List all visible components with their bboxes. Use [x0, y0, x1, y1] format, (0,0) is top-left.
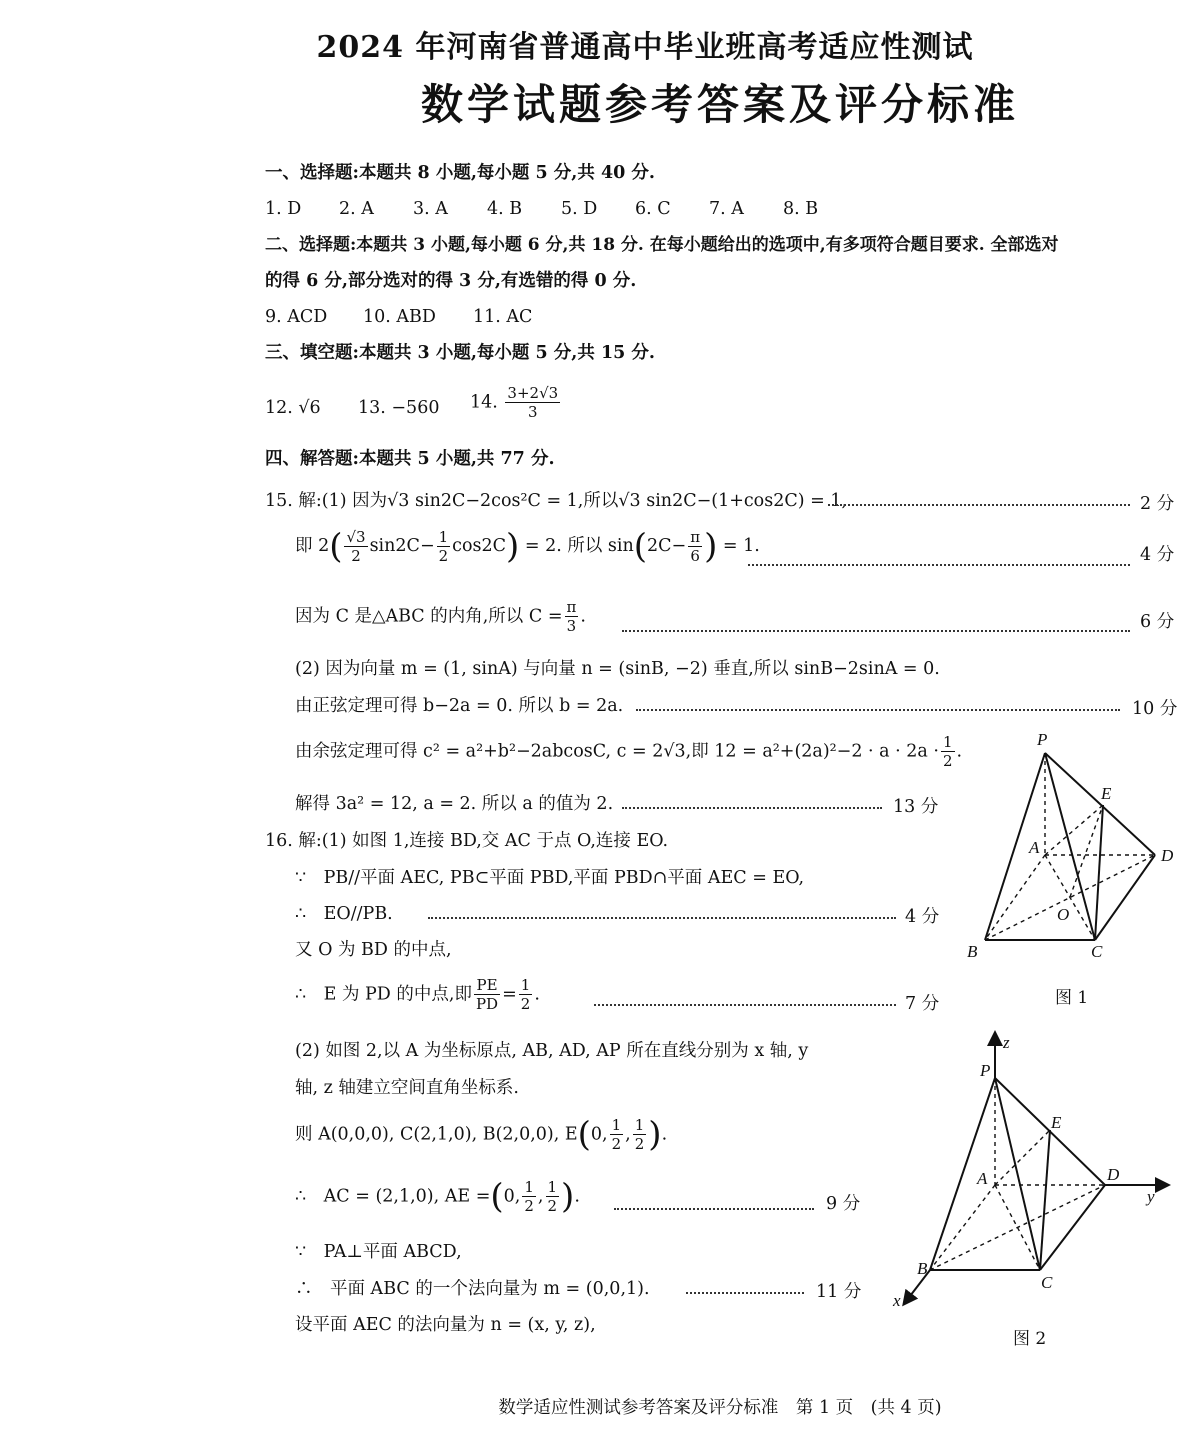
fig1-label-b: B: [967, 942, 978, 961]
fraction-denominator: 3: [566, 617, 577, 635]
fraction-numerator: π: [690, 528, 701, 546]
leader-dots: [748, 564, 1130, 566]
q16-line-4: 又 O 为 BD 的中点,: [295, 940, 452, 960]
fraction-denominator: PD: [475, 995, 499, 1013]
fraction: [941, 733, 955, 770]
fraction: [344, 528, 367, 565]
leader-dots: [614, 1208, 814, 1210]
q16-line-9: ∴ AC = (2,1,0), AE =(0, $\frac{1}{2}$ , $\frac{1}{2}$ ).: [295, 1176, 580, 1217]
fig2-label-d: D: [1107, 1165, 1120, 1184]
text: 由余弦定理可得 c² = a²+b²−2abcosC, c = 2√3,即 12 = a²+(2a)²−2 · a · 2a ·: [295, 741, 939, 762]
page-footer: 数学适应性测试参考答案及评分标准 第 1 页 (共 4 页): [498, 1398, 942, 1418]
text: 0,: [590, 1124, 608, 1145]
paren-close: ): [704, 526, 718, 567]
paren-open: (: [577, 1114, 591, 1155]
paren-close: ): [506, 526, 520, 567]
q16-line-6: (2) 如图 2,以 A 为坐标原点, AB, AD, AP 所在直线分别为 x 轴, y: [295, 1041, 809, 1061]
fraction-denominator: 2: [942, 752, 953, 770]
q15-line-6: 由余弦定理可得 c² = a²+b²−2abcosC, c = 2√3,即 12 = a²+(2a)²−2 · a · 2a · $\frac{1}{2}$ .: [295, 733, 963, 770]
fraction-numerator: 3+2√3: [507, 384, 559, 402]
q16-score-3: 9 分: [826, 1194, 861, 1214]
fraction-numerator: 1: [942, 733, 953, 751]
fig2-label-p: P: [980, 1061, 991, 1080]
q16-line-10: ∵ PA⊥平面 ABCD,: [295, 1242, 462, 1262]
q15-line-1: 15. 解:(1) 因为√3 sin2C−2cos²C = 1,所以√3 sin2C−(1+cos2C) = 1,: [265, 491, 848, 511]
fig1-label-a: A: [1029, 838, 1040, 857]
fraction-numerator: 1: [611, 1116, 622, 1134]
figure-2-coordinate-pyramid: [885, 1030, 1175, 1320]
q16-score-1: 4 分: [905, 907, 940, 927]
fraction: [633, 1116, 647, 1153]
q15-score-2: 4 分: [1140, 545, 1175, 565]
fraction-denominator: 2: [547, 1197, 558, 1215]
q16-line-12: 设平面 AEC 的法向量为 n = (x, y, z),: [295, 1315, 596, 1335]
fig2-label-y: y: [1147, 1187, 1155, 1206]
q16-line-11: ∴ 平面 ABC 的一个法向量为 m = (0,0,1).: [295, 1279, 650, 1299]
answer-5: 5. D: [561, 199, 598, 219]
fraction: [565, 598, 579, 635]
fig2-label-e: E: [1051, 1113, 1062, 1132]
figure-1-caption: 图 1: [1055, 988, 1089, 1008]
fraction: [688, 528, 702, 565]
text: sin2C−: [369, 536, 435, 556]
fraction: [610, 1116, 624, 1153]
text: =: [502, 984, 517, 1005]
fig1-label-e: E: [1101, 784, 1112, 803]
answer-3: 3. A: [413, 199, 448, 219]
leader-dots: [828, 504, 1130, 506]
fraction: [519, 976, 533, 1013]
fraction-denominator: 6: [690, 547, 700, 565]
fraction: [546, 1178, 560, 1215]
text: 2C−: [647, 536, 687, 556]
answer-4: 4. B: [487, 199, 523, 219]
fraction-numerator: 1: [634, 1116, 645, 1134]
q16-line-1: 16. 解:(1) 如图 1,连接 BD,交 AC 于点 O,连接 EO.: [265, 831, 669, 851]
q15-score-4: 10 分: [1132, 699, 1178, 719]
fig1-label-o: O: [1057, 905, 1070, 924]
document-title: 2024 年河南省普通高中毕业班高考适应性测试: [316, 30, 974, 65]
answer-11: 11. AC: [473, 307, 533, 327]
q15-line-3: 因为 C 是△ABC 的内角,所以 C = $\frac{\pi}{3}$ .: [295, 598, 586, 635]
fraction-denominator: 2: [634, 1135, 645, 1153]
text: 因为 C 是△ABC 的内角,所以 C =: [295, 606, 563, 627]
text: ∴ AC = (2,1,0), AE =: [295, 1186, 491, 1207]
q15-line-7: 解得 3a² = 12, a = 2. 所以 a 的值为 2.: [295, 794, 614, 814]
leader-dots: [594, 1004, 896, 1006]
q15-score-5: 13 分: [893, 797, 939, 817]
fraction-numerator: π: [566, 598, 577, 616]
text: = 1.: [722, 536, 760, 556]
figure-1-pyramid: [955, 725, 1185, 965]
q16-line-5: ∴ E 为 PD 的中点,即 $\frac{PE}{PD}$ = $\frac{1}{2}$ .: [295, 976, 540, 1013]
fraction-numerator: 1: [520, 976, 531, 994]
figure-2-caption: 图 2: [1013, 1329, 1047, 1349]
q15-score-3: 6 分: [1140, 612, 1175, 632]
answer-10: 10. ABD: [363, 307, 436, 327]
answer-14: [470, 384, 562, 421]
fig2-label-c: C: [1041, 1273, 1053, 1292]
fraction-denominator: 3: [528, 403, 538, 421]
answer-14-fraction: [505, 384, 560, 421]
q15-line-5: 由正弦定理可得 b−2a = 0. 所以 b = 2a.: [295, 696, 624, 716]
section-2-heading: 二、选择题:本题共 3 小题,每小题 6 分,共 18 分. 在每小题给出的选项中,有多项符合题目要求. 全部选对: [265, 235, 1059, 255]
leader-dots: [686, 1292, 804, 1294]
fraction-denominator: 2: [520, 995, 531, 1013]
answer-6: 6. C: [635, 199, 671, 219]
fig2-label-b: B: [917, 1259, 928, 1278]
q15-score-1: 2 分: [1140, 494, 1175, 514]
fraction-numerator: PE: [474, 976, 500, 995]
document-subtitle: 数学试题参考答案及评分标准: [420, 80, 1019, 129]
q15-line-2: [295, 528, 760, 565]
leader-dots: [622, 630, 1130, 632]
fig2-label-x: x: [893, 1291, 901, 1310]
fig1-label-d: D: [1161, 846, 1174, 865]
fraction-numerator: 1: [547, 1178, 558, 1196]
q16-score-4: 11 分: [816, 1282, 862, 1302]
fraction-denominator: 2: [524, 1197, 534, 1215]
paren-open: (: [633, 526, 648, 567]
answer-2: 2. A: [339, 199, 374, 219]
fig1-label-c: C: [1091, 942, 1103, 961]
section-4-heading: 四、解答题:本题共 5 小题,共 77 分.: [265, 449, 555, 469]
paren-close: ): [561, 1176, 575, 1217]
text: ∴ E 为 PD 的中点,即: [295, 984, 472, 1005]
answer-8: 8. B: [783, 199, 819, 219]
fraction-denominator: 2: [351, 547, 361, 565]
section-1-heading: 一、选择题:本题共 8 小题,每小题 5 分,共 40 分.: [265, 163, 655, 183]
section-3-heading: 三、填空题:本题共 3 小题,每小题 5 分,共 15 分.: [265, 343, 655, 363]
q16-line-3: ∴ EO//PB.: [295, 904, 393, 924]
text: cos2C: [452, 536, 507, 556]
fraction: [522, 1178, 536, 1215]
fraction-denominator: 2: [438, 547, 449, 565]
answer-12: 12. √6: [265, 398, 321, 418]
q16-line-8: 则 A(0,0,0), C(2,1,0), B(2,0,0), E(0, $\frac{1}{2}$ , $\frac{1}{2}$ ).: [295, 1114, 668, 1155]
text: 0,: [503, 1186, 521, 1207]
q16-line-2: ∵ PB//平面 AEC, PB⊂平面 PBD,平面 PBD∩平面 AEC = EO,: [295, 868, 805, 888]
text: 则 A(0,0,0), C(2,1,0), B(2,0,0), E: [295, 1124, 578, 1145]
leader-dots: [428, 917, 896, 919]
fig2-label-z: z: [1003, 1033, 1010, 1052]
fraction: [437, 528, 451, 565]
fraction-denominator: 2: [611, 1135, 622, 1153]
fraction-numerator: 1: [438, 528, 449, 546]
paren-close: ): [648, 1114, 662, 1155]
answer-14-label: 14.: [470, 392, 498, 413]
answer-7: 7. A: [709, 199, 744, 219]
fraction-numerator: 1: [524, 1178, 534, 1196]
leader-dots: [622, 807, 882, 809]
section-2-heading-cont: 的得 6 分,部分选对的得 3 分,有选错的得 0 分.: [265, 271, 637, 291]
leader-dots: [636, 709, 1120, 711]
q15-line-4: (2) 因为向量 m = (1, sinA) 与向量 n = (sinB, −2) 垂直,所以 sinB−2sinA = 0.: [295, 659, 940, 679]
fraction: [474, 976, 500, 1013]
text: 即 2: [295, 536, 330, 556]
q16-score-2: 7 分: [905, 994, 940, 1014]
paren-open: (: [329, 526, 343, 567]
fig2-label-a: A: [977, 1169, 988, 1188]
text: = 2. 所以 sin: [524, 536, 634, 556]
answer-13: 13. −560: [358, 398, 440, 418]
paren-open: (: [490, 1176, 504, 1217]
answer-1: 1. D: [265, 199, 302, 219]
fraction-numerator: √3: [346, 528, 366, 546]
q16-line-7: 轴, z 轴建立空间直角坐标系.: [295, 1078, 519, 1098]
answer-9: 9. ACD: [265, 307, 328, 327]
fig1-label-p: P: [1037, 730, 1048, 749]
